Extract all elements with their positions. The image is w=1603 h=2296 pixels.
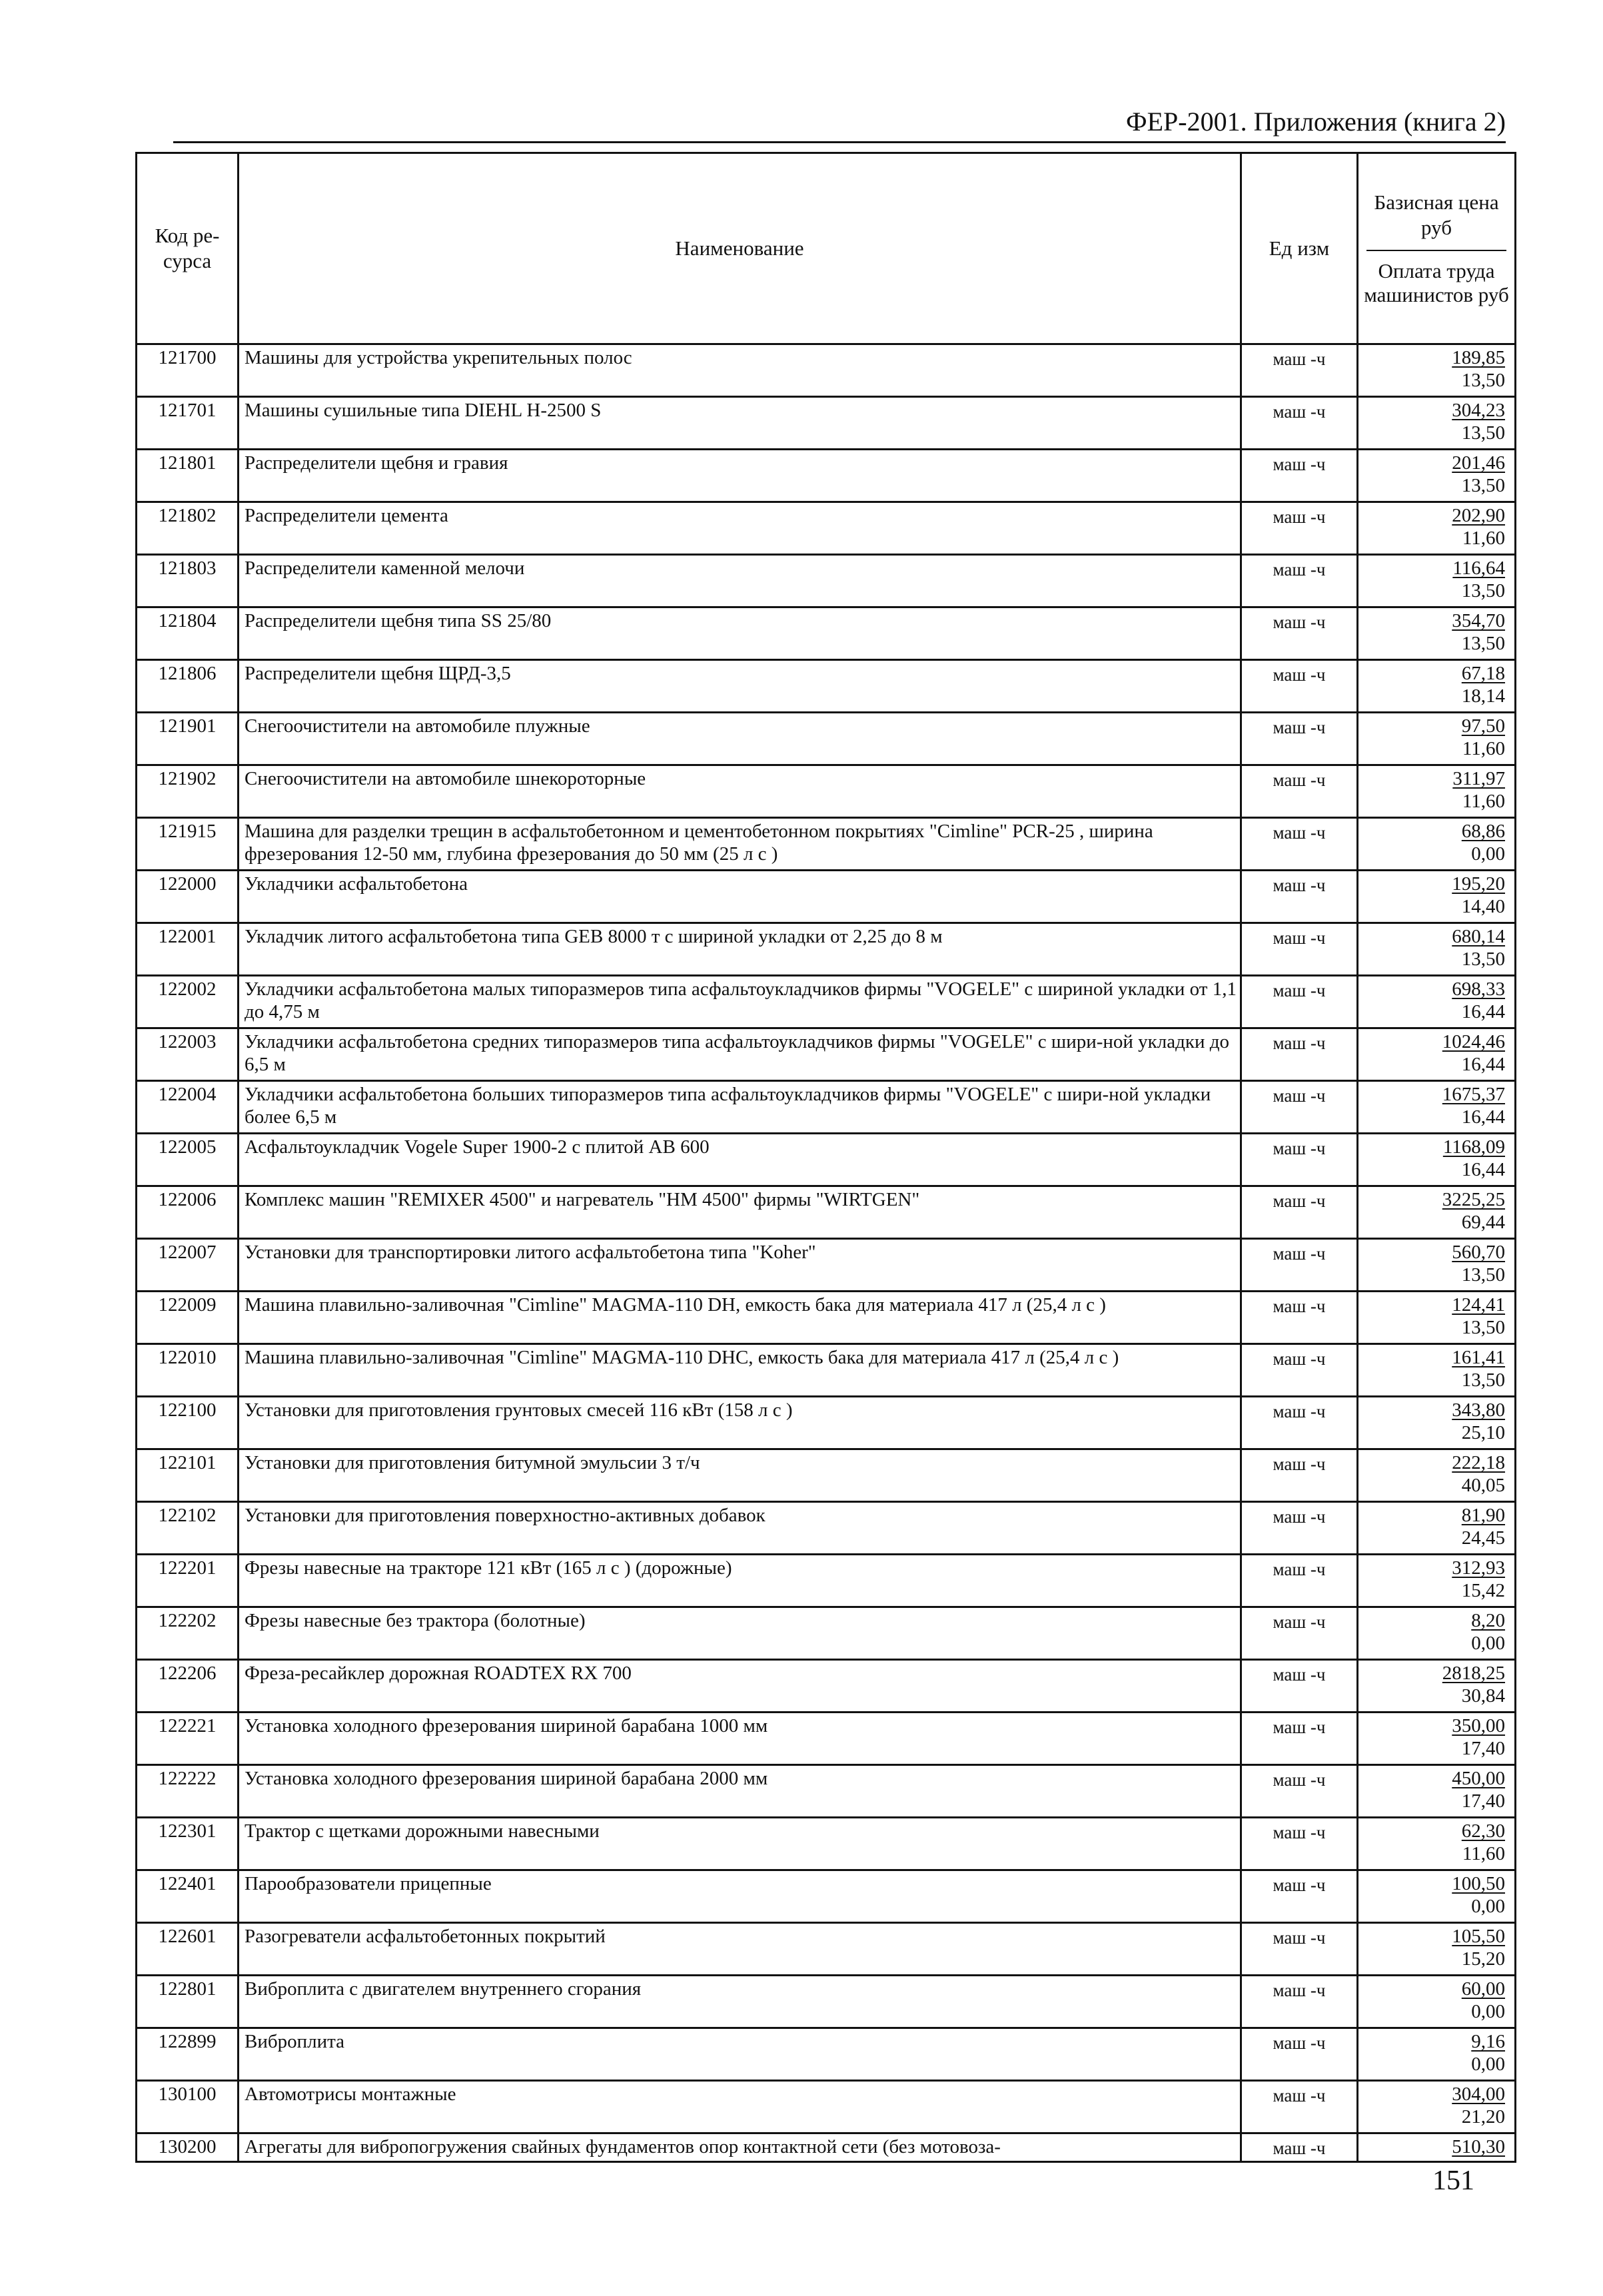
price-cell (1358, 1344, 1516, 1397)
base-price: 312,93 (1452, 1557, 1505, 1579)
unit-of-measure: маш -ч (1241, 1555, 1358, 1607)
base-price: 81,90 (1461, 1505, 1505, 1526)
resource-code: 121901 (137, 713, 239, 765)
table-row (137, 1765, 1516, 1818)
unit-of-measure: маш -ч (1241, 1870, 1358, 1923)
resource-name: Машины сушильные типа DIEHL H-2500 S (239, 397, 1241, 450)
base-price: 680,14 (1452, 926, 1505, 947)
unit-of-measure: маш -ч (1241, 1397, 1358, 1449)
resource-code: 121806 (137, 660, 239, 713)
unit-of-measure: маш -ч (1241, 871, 1358, 923)
base-price: 202,90 (1452, 505, 1505, 526)
resource-code: 122206 (137, 1660, 239, 1713)
base-price: 60,00 (1461, 1978, 1505, 2000)
table-row (137, 2081, 1516, 2133)
operator-wage: 13,50 (1461, 1264, 1505, 1286)
table-header-row (137, 153, 1516, 344)
operator-wage: 16,44 (1461, 1001, 1505, 1022)
table-row (137, 871, 1516, 923)
unit-of-measure: маш -ч (1241, 2028, 1358, 2081)
base-price: 62,30 (1461, 1820, 1505, 1842)
base-price: 189,85 (1452, 347, 1505, 368)
base-price: 68,86 (1461, 821, 1505, 842)
operator-wage: 21,20 (1461, 2106, 1505, 2127)
operator-wage: 0,00 (1471, 2001, 1505, 2022)
unit-of-measure: маш -ч (1241, 555, 1358, 607)
base-price: 222,18 (1452, 1452, 1505, 1473)
table-row (137, 923, 1516, 976)
base-price: 201,46 (1452, 452, 1505, 474)
base-price: 350,00 (1452, 1715, 1505, 1736)
operator-wage: 14,40 (1461, 896, 1505, 917)
resource-code: 122003 (137, 1028, 239, 1081)
price-cell (1358, 502, 1516, 555)
resource-code: 122007 (137, 1239, 239, 1292)
base-price: 1024,46 (1442, 1031, 1505, 1052)
price-cell (1358, 1555, 1516, 1607)
operator-wage: 30,84 (1461, 1685, 1505, 1707)
table-row (137, 1660, 1516, 1713)
resource-name: Установки для транспортировки литого асфальтобетона типа "Koher" (239, 1239, 1241, 1292)
base-price: 161,41 (1452, 1347, 1505, 1368)
resource-name: Укладчики асфальтобетона больших типоразмеров типа асфальтоукладчиков фирмы "VOGELE" с шири-ной укладки более 6,5 м (239, 1081, 1241, 1134)
price-cell (1358, 2028, 1516, 2081)
price-cell (1358, 1134, 1516, 1186)
unit-of-measure: маш -ч (1241, 1344, 1358, 1397)
resource-name: Установка холодного фрезерования шириной барабана 1000 мм (239, 1713, 1241, 1765)
price-cell (1358, 1923, 1516, 1976)
table-row (137, 1292, 1516, 1344)
resource-code: 121701 (137, 397, 239, 450)
resource-name: Машина плавильно-заливочная "Cimline" MAGMA-110 DH, емкость бака для материала 417 л (25,4 л с ) (239, 1292, 1241, 1344)
header-base-price: Базисная цена руб (1366, 190, 1506, 251)
resource-code: 122801 (137, 1976, 239, 2028)
table-row (137, 1870, 1516, 1923)
base-price: 354,70 (1452, 610, 1505, 631)
resource-code: 122202 (137, 1607, 239, 1660)
unit-of-measure: маш -ч (1241, 1239, 1358, 1292)
resource-code: 122004 (137, 1081, 239, 1134)
resource-name: Машина для разделки трещин в асфальтобетонном и цементобетонном покрытиях "Cimline" PCR-25 , ширина фрезерования 12-50 мм, глубина фрезерования до 50 мм (25 л с ) (239, 818, 1241, 871)
base-price: 67,18 (1461, 663, 1505, 684)
resource-code: 122899 (137, 2028, 239, 2081)
operator-wage: 17,40 (1461, 1738, 1505, 1759)
unit-of-measure: маш -ч (1241, 1607, 1358, 1660)
price-cell (1358, 923, 1516, 976)
table-row (137, 765, 1516, 818)
table-row (137, 818, 1516, 871)
resource-name: Машина плавильно-заливочная "Cimline" MAGMA-110 DHC, емкость бака для материала 417 л (25,4 л с ) (239, 1344, 1241, 1397)
table-row (137, 1134, 1516, 1186)
base-price: 3225,25 (1442, 1189, 1505, 1210)
price-cell (1358, 1502, 1516, 1555)
unit-of-measure: маш -ч (1241, 1660, 1358, 1713)
unit-of-measure: маш -ч (1241, 1186, 1358, 1239)
unit-of-measure: маш -ч (1241, 818, 1358, 871)
resource-code: 122006 (137, 1186, 239, 1239)
resource-name: Установки для приготовления битумной эмульсии 3 т/ч (239, 1449, 1241, 1502)
operator-wage: 0,00 (1471, 1633, 1505, 1654)
resource-name: Трактор с щетками дорожными навесными (239, 1818, 1241, 1870)
page-header (173, 107, 1506, 143)
price-table (135, 152, 1516, 2163)
unit-of-measure: маш -ч (1241, 502, 1358, 555)
price-cell (1358, 1660, 1516, 1713)
resource-name: Автомотрисы монтажные (239, 2081, 1241, 2133)
table-row (137, 660, 1516, 713)
base-price: 100,50 (1452, 1873, 1505, 1894)
table-row (137, 1028, 1516, 1081)
resource-name: Агрегаты для вибропогружения свайных фундаментов опор контактной сети (без мотовоза- (239, 2133, 1241, 2162)
resource-name: Распределители цемента (239, 502, 1241, 555)
price-cell (1358, 1976, 1516, 2028)
price-cell (1358, 1765, 1516, 1818)
resource-code: 121804 (137, 607, 239, 660)
price-cell (1358, 2081, 1516, 2133)
resource-name: Распределители щебня ЩРД-3,5 (239, 660, 1241, 713)
header-name: Наименование (239, 153, 1241, 344)
resource-code: 122222 (137, 1765, 239, 1818)
table-row (137, 397, 1516, 450)
resource-name: Распределители щебня типа SS 25/80 (239, 607, 1241, 660)
table-row (137, 607, 1516, 660)
resource-name: Распределители щебня и гравия (239, 450, 1241, 502)
resource-name: Виброплита с двигателем внутреннего сгорания (239, 1976, 1241, 2028)
resource-name: Парообразователи прицепные (239, 1870, 1241, 1923)
price-cell (1358, 450, 1516, 502)
unit-of-measure: маш -ч (1241, 450, 1358, 502)
operator-wage: 11,60 (1462, 791, 1505, 812)
table-row (137, 344, 1516, 397)
price-cell (1358, 344, 1516, 397)
table-row (137, 713, 1516, 765)
price-cell (1358, 1870, 1516, 1923)
base-price: 97,50 (1461, 715, 1505, 737)
resource-name: Укладчик литого асфальтобетона типа GEB 8000 т с шириной укладки от 2,25 до 8 м (239, 923, 1241, 976)
unit-of-measure: маш -ч (1241, 2133, 1358, 2162)
resource-code: 122010 (137, 1344, 239, 1397)
base-price: 560,70 (1452, 1242, 1505, 1263)
table-row (137, 1239, 1516, 1292)
base-price: 9,16 (1471, 2031, 1505, 2052)
operator-wage: 16,44 (1461, 1054, 1505, 1075)
resource-code: 122201 (137, 1555, 239, 1607)
unit-of-measure: маш -ч (1241, 344, 1358, 397)
operator-wage: 24,45 (1461, 1527, 1505, 1549)
base-price: 343,80 (1452, 1399, 1505, 1421)
operator-wage: 15,20 (1461, 1948, 1505, 1970)
price-cell (1358, 1397, 1516, 1449)
table-row (137, 502, 1516, 555)
price-cell (1358, 1186, 1516, 1239)
resource-name: Виброплита (239, 2028, 1241, 2081)
resource-code: 122101 (137, 1449, 239, 1502)
operator-wage: 13,50 (1461, 475, 1505, 496)
unit-of-measure: маш -ч (1241, 713, 1358, 765)
resource-name: Фрезы навесные без трактора (болотные) (239, 1607, 1241, 1660)
unit-of-measure: маш -ч (1241, 1923, 1358, 1976)
operator-wage: 69,44 (1461, 1212, 1505, 1233)
price-cell (1358, 1449, 1516, 1502)
table-row (137, 1607, 1516, 1660)
resource-code: 122005 (137, 1134, 239, 1186)
resource-name: Установки для приготовления грунтовых смесей 116 кВт (158 л с ) (239, 1397, 1241, 1449)
resource-code: 122009 (137, 1292, 239, 1344)
table-row (137, 1818, 1516, 1870)
price-cell (1358, 713, 1516, 765)
unit-of-measure: маш -ч (1241, 397, 1358, 450)
operator-wage: 13,50 (1461, 1369, 1505, 1391)
base-price: 510,30 (1452, 2136, 1505, 2157)
price-cell (1358, 397, 1516, 450)
resource-code: 130200 (137, 2133, 239, 2162)
unit-of-measure: маш -ч (1241, 1976, 1358, 2028)
table-row (137, 1397, 1516, 1449)
resource-code: 121915 (137, 818, 239, 871)
price-cell (1358, 976, 1516, 1028)
resource-name: Укладчики асфальтобетона (239, 871, 1241, 923)
operator-wage: 11,60 (1462, 738, 1505, 759)
price-cell (1358, 1081, 1516, 1134)
operator-wage: 18,14 (1461, 685, 1505, 707)
resource-code: 122221 (137, 1713, 239, 1765)
operator-wage: 11,60 (1462, 1843, 1505, 1864)
resource-code: 121803 (137, 555, 239, 607)
table-row (137, 2028, 1516, 2081)
operator-wage: 11,60 (1462, 528, 1505, 549)
operator-wage: 0,00 (1471, 2054, 1505, 2075)
base-price: 1675,37 (1442, 1084, 1505, 1105)
price-cell (1358, 1607, 1516, 1660)
operator-wage: 13,50 (1461, 370, 1505, 391)
resource-code: 121801 (137, 450, 239, 502)
base-price: 116,64 (1452, 558, 1505, 579)
operator-wage: 13,50 (1461, 580, 1505, 601)
unit-of-measure: маш -ч (1241, 2081, 1358, 2133)
operator-wage: 16,44 (1461, 1159, 1505, 1180)
resource-code: 122002 (137, 976, 239, 1028)
operator-wage: 40,05 (1461, 1475, 1505, 1496)
operator-wage: 13,50 (1461, 1317, 1505, 1338)
operator-wage: 15,42 (1461, 1580, 1505, 1601)
base-price: 1168,09 (1442, 1136, 1505, 1158)
table-row (137, 1449, 1516, 1502)
table-row (137, 1976, 1516, 2028)
table-row (137, 1502, 1516, 1555)
base-price: 124,41 (1452, 1294, 1505, 1316)
price-cell (1358, 660, 1516, 713)
table-row (137, 555, 1516, 607)
resource-name: Укладчики асфальтобетона малых типоразмеров типа асфальтоукладчиков фирмы "VOGELE" с шириной укладки от 1,1 до 4,75 м (239, 976, 1241, 1028)
operator-wage: 13,50 (1461, 422, 1505, 444)
resource-name: Распределители каменной мелочи (239, 555, 1241, 607)
resource-code: 121700 (137, 344, 239, 397)
base-price: 8,20 (1471, 1610, 1505, 1631)
base-price: 450,00 (1452, 1768, 1505, 1789)
header-price (1358, 153, 1516, 344)
resource-name: Разогреватели асфальтобетонных покрытий (239, 1923, 1241, 1976)
price-cell (1358, 1818, 1516, 1870)
table-body (137, 344, 1516, 2162)
resource-code: 122000 (137, 871, 239, 923)
unit-of-measure: маш -ч (1241, 923, 1358, 976)
base-price: 311,97 (1452, 768, 1505, 789)
resource-name: Асфальтоукладчик Vogele Super 1900-2 с плитой AB 600 (239, 1134, 1241, 1186)
resource-name: Снегоочистители на автомобиле шнекороторные (239, 765, 1241, 818)
page-number: 151 (1432, 2165, 1474, 2196)
operator-wage: 16,44 (1461, 1106, 1505, 1128)
unit-of-measure: маш -ч (1241, 1449, 1358, 1502)
operator-wage: 0,00 (1471, 843, 1505, 865)
resource-code: 121902 (137, 765, 239, 818)
header-code: Код ре-сурса (137, 153, 239, 344)
price-cell (1358, 1028, 1516, 1081)
operator-wage: 13,50 (1461, 949, 1505, 970)
resource-name: Установка холодного фрезерования шириной барабана 2000 мм (239, 1765, 1241, 1818)
table-row (137, 1081, 1516, 1134)
resource-code: 130100 (137, 2081, 239, 2133)
resource-code: 122001 (137, 923, 239, 976)
unit-of-measure: маш -ч (1241, 1502, 1358, 1555)
resource-name: Машины для устройства укрепительных полос (239, 344, 1241, 397)
unit-of-measure: маш -ч (1241, 1292, 1358, 1344)
table-row (137, 450, 1516, 502)
price-cell (1358, 555, 1516, 607)
resource-name: Фреза-ресайклер дорожная ROADTEX RX 700 (239, 1660, 1241, 1713)
base-price: 105,50 (1452, 1926, 1505, 1947)
table-row (137, 1344, 1516, 1397)
operator-wage: 25,10 (1461, 1422, 1505, 1443)
operator-wage: 17,40 (1461, 1790, 1505, 1812)
document-title: ФЕР-2001. Приложения (книга 2) (1126, 107, 1506, 137)
unit-of-measure: маш -ч (1241, 765, 1358, 818)
operator-wage: 13,50 (1461, 633, 1505, 654)
price-cell (1358, 1713, 1516, 1765)
price-cell (1358, 871, 1516, 923)
price-cell (1358, 765, 1516, 818)
resource-name: Укладчики асфальтобетона средних типоразмеров типа асфальтоукладчиков фирмы "VOGELE" с шири-ной укладки до 6,5 м (239, 1028, 1241, 1081)
unit-of-measure: маш -ч (1241, 660, 1358, 713)
unit-of-measure: маш -ч (1241, 1713, 1358, 1765)
resource-code: 122401 (137, 1870, 239, 1923)
base-price: 304,00 (1452, 2084, 1505, 2105)
table-row (137, 1923, 1516, 1976)
unit-of-measure: маш -ч (1241, 976, 1358, 1028)
price-cell (1358, 1239, 1516, 1292)
table-row (137, 1713, 1516, 1765)
resource-code: 122102 (137, 1502, 239, 1555)
base-price: 195,20 (1452, 873, 1505, 895)
price-cell (1358, 1292, 1516, 1344)
unit-of-measure: маш -ч (1241, 1134, 1358, 1186)
base-price: 2818,25 (1442, 1663, 1505, 1684)
unit-of-measure: маш -ч (1241, 1818, 1358, 1870)
base-price: 304,23 (1452, 400, 1505, 421)
resource-code: 122100 (137, 1397, 239, 1449)
price-cell (1358, 607, 1516, 660)
resource-code: 121802 (137, 502, 239, 555)
table-row (137, 2133, 1516, 2162)
resource-code: 122601 (137, 1923, 239, 1976)
unit-of-measure: маш -ч (1241, 1081, 1358, 1134)
unit-of-measure: маш -ч (1241, 1028, 1358, 1081)
resource-name: Установки для приготовления поверхностно-активных добавок (239, 1502, 1241, 1555)
operator-wage: 0,00 (1471, 1896, 1505, 1917)
resource-name: Фрезы навесные на тракторе 121 кВт (165 л с ) (дорожные) (239, 1555, 1241, 1607)
table-row (137, 1555, 1516, 1607)
table-row (137, 1186, 1516, 1239)
table-row (137, 976, 1516, 1028)
unit-of-measure: маш -ч (1241, 1765, 1358, 1818)
resource-code: 122301 (137, 1818, 239, 1870)
resource-name: Снегоочистители на автомобиле плужные (239, 713, 1241, 765)
price-cell (1358, 818, 1516, 871)
header-unit: Ед изм (1241, 153, 1358, 344)
price-cell (1358, 2133, 1516, 2162)
header-operator-wage: Оплата труда машинистов руб (1364, 259, 1509, 306)
unit-of-measure: маш -ч (1241, 607, 1358, 660)
base-price: 698,33 (1452, 978, 1505, 1000)
resource-name: Комплекс машин "REMIXER 4500" и нагреватель "HM 4500" фирмы "WIRTGEN" (239, 1186, 1241, 1239)
